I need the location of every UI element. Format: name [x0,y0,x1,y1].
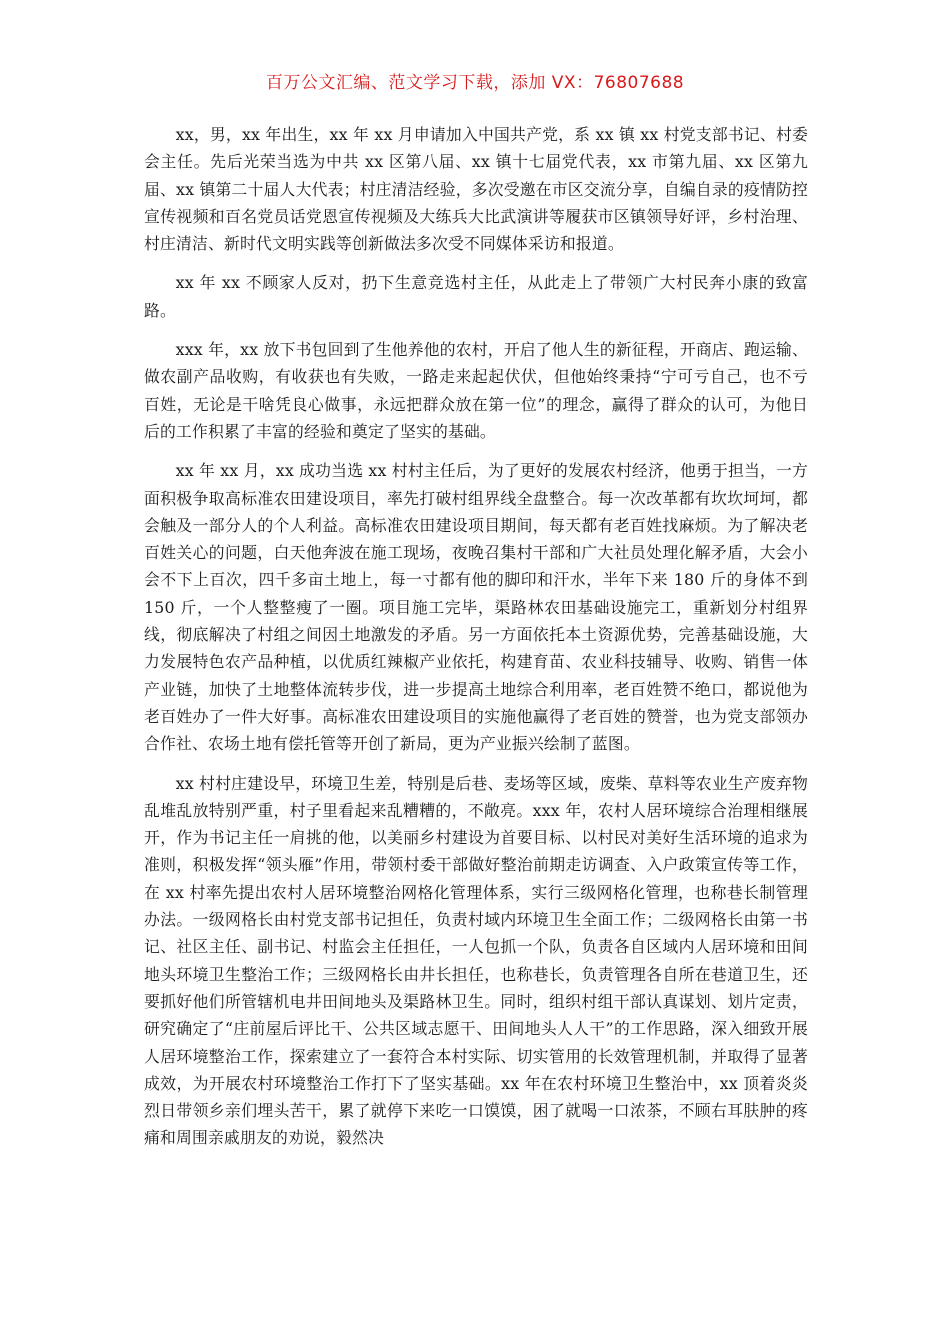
paragraph-election: xx 年 xx 不顾家人反对，扔下生意竞选村主任，从此走上了带领广大村民奔小康的致富路。 [144,273,808,320]
paragraph-farmland-project: xx 年 xx 月，xx 成功当选 xx 村村主任后，为了更好的发展农村经济，他勇于担当，一方面积极争取高标准农田建设项目，率先打破村组界线全盘整合。每一次改革都有坎坎坷坷，都会触及一部分人的个人利益。高标准农田建设项目期间，每天都有老百姓找麻烦。为了解决老百姓关心的问题，白天他奔波在施工现场，夜晚召集村干部和广大社员处理化解矛盾，大会小会不下上百次，四千多亩土地上，每一寸都有他的脚印和汗水，半年下来 180 斤的身体不到 150 斤，一个人整整瘦了一圈。项目施工完毕，渠路林农田基础设施完工，重新划分村组界线，彻底解决了村组之间因土地激发的矛盾。另一方面依托本土资源优势，完善基础设施，大力发展特色农产品种植，以优质红辣椒产业依托，构建育苗、农业科技辅导、收购、销售一体产业链，加快了土地整体流转步伐，进一步提高土地综合利用率，老百姓赞不绝口，都说他为老百姓办了一件大好事。高标准农田建设项目的实施他赢得了老百姓的赞誉，也为党支部领办合作社、农场土地有偿托管等开创了新局，更为产业振兴绘制了蓝图。 [144,461,808,754]
paragraph-environment: xx 村村庄建设早，环境卫生差，特别是后巷、麦场等区域，废柴、草料等农业生产废弃物乱堆乱放特别严重，村子里看起来乱糟糟的，不敞亮。xxx 年，农村人居环境综合治理相继展开，作为书记主任一肩挑的他，以美丽乡村建设为首要目标、以村民对美好生活环境的追求为准则，积极发挥“领头雁”作用，带领村委干部做好整治前期走访调查、入户政策宣传等工作，在 xx 村率先提出农村人居环境整治网格化管理体系，实行三级网格化管理，也称巷长制管理办法。一级网格长由村党支部书记担任，负责村域内环境卫生全面工作；二级网格长由第一书记、社区主任、副书记、村监会主任担任，一人包抓一个队，负责各自区域内人居环境和田间地头环境卫生整治工作；三级网格长由井长担任，也称巷长，负责管理各自所在巷道卫生，还要抓好他们所管辖机电井田间地头及渠路林卫生。同时，组织村组干部认真谋划、划片定责，研究确定了“庄前屋后评比干、公共区域志愿干、田间地头人人干”的工作思路，深入细致开展人居环境整治工作，探索建立了一套符合本村实际、切实管用的长效管理机制，并取得了显著成效，为开展农村环境整治工作打下了坚实基础。xx 年在农村环境卫生整治中，xx 顶着炎炎烈日带领乡亲们埋头苦干，累了就停下来吃一口馍馍，困了就喝一口浓茶，不顾右耳肤肿的疼痛和周围亲戚朋友的劝说，毅然决 [144,773,808,1148]
paragraph-background: xxx 年，xx 放下书包回到了生他养他的农村，开启了他人生的新征程，开商店、跑运输、做农副产品收购，有收获也有失败，一路走来起起伏伏，但他始终秉持“宁可亏自己，也不亏百姓，无论是干啥凭良心做事，永远把群众放在第一位”的理念，赢得了群众的认可，为他日后的工作积累了丰富的经验和奠定了坚实的基础。 [144,340,808,441]
header-banner: 百万公文汇编、范文学习下载，添加 VX：76807688 [265,73,685,93]
document-body [144,121,808,1164]
paragraph-profile: xx，男，xx 年出生，xx 年 xx 月申请加入中国共产党，系 xx 镇 xx 村党支部书记、村委会主任。先后光荣当选为中共 xx 区第八届、xx 镇十七届党代表，xx 市第九届、xx 区第九届、xx 镇第二十届人大代表；村庄清洁经验，多次受邀在市区交流分享，自编自录的疫情防控宣传视频和百名党员话党恩宣传视频及大练兵大比武演讲等履获市区镇领导好评，乡村治理、村庄清洁、新时代文明实践等创新做法多次受不同媒体采访和报道。 [144,125,808,254]
